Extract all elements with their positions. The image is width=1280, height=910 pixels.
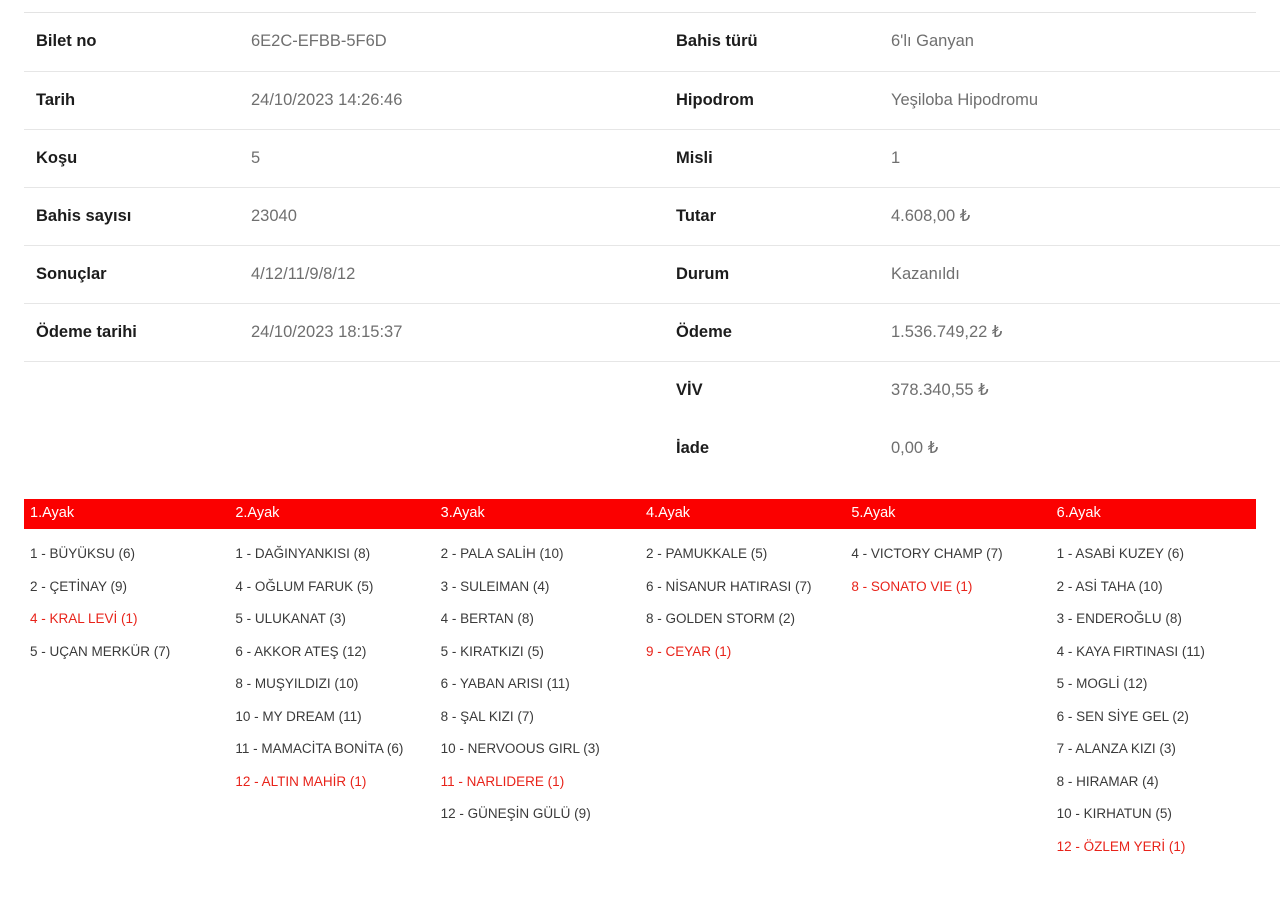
runner-item[interactable]: 9 - CEYAR (1) [645, 643, 732, 659]
detail-left-value: 6E2C-EFBB-5F6D [239, 13, 664, 71]
leg-column [1051, 499, 1256, 863]
runner-item[interactable]: 12 - ÖZLEM YERİ (1) [1056, 838, 1186, 854]
legs-section [24, 499, 1256, 863]
leg-header: 5.Ayak [845, 499, 1050, 529]
runner-item[interactable]: 4 - OĞLUM FARUK (5) [235, 578, 374, 594]
runner-item[interactable]: 11 - NARLIDERE (1) [440, 773, 565, 789]
detail-left-value [239, 361, 664, 419]
detail-right-value: Yeşiloba Hipodromu [879, 71, 1280, 129]
ticket-detail-page [0, 12, 1280, 863]
runner-item[interactable]: 10 - MY DREAM (11) [235, 708, 362, 724]
runner-item[interactable]: 2 - PAMUKKALE (5) [645, 546, 768, 561]
runner-item[interactable]: 10 - NERVOOUS GIRL (3) [440, 741, 600, 756]
runner-item[interactable]: 1 - DAĞINYANKISI (8) [235, 546, 371, 561]
runner-item[interactable]: 5 - KIRATKIZI (5) [440, 643, 544, 659]
detail-right-label: Tutar [664, 187, 879, 245]
runner-item[interactable]: 1 - ASABİ KUZEY (6) [1056, 546, 1184, 561]
detail-left-label [24, 419, 239, 477]
detail-left-value: 5 [239, 129, 664, 187]
runner-item[interactable]: 1 - BÜYÜKSU (6) [30, 546, 136, 561]
detail-left-label [24, 361, 239, 419]
runner-item[interactable]: 12 - GÜNEŞİN GÜLÜ (9) [440, 806, 591, 821]
detail-left-value: 4/12/11/9/8/12 [239, 245, 664, 303]
detail-row [24, 129, 1280, 187]
leg-runner-list [435, 529, 640, 831]
detail-row [24, 361, 1280, 419]
leg-runner-list [1051, 529, 1256, 863]
runner-item[interactable]: 5 - ULUKANAT (3) [235, 611, 346, 626]
detail-right-label: İade [676, 438, 710, 457]
runner-item[interactable]: 6 - AKKOR ATEŞ (12) [235, 643, 367, 659]
leg-column [24, 499, 229, 863]
leg-runner-list [24, 529, 229, 668]
detail-right-value: 6'lı Ganyan [879, 13, 1280, 71]
runner-item[interactable]: 2 - ÇETİNAY (9) [30, 578, 128, 594]
detail-row [24, 245, 1280, 303]
detail-row [24, 303, 1280, 361]
detail-right-label: Hipodrom [664, 71, 879, 129]
detail-right-value: 378.340,55 ₺ [891, 381, 989, 400]
detail-left-value: 24/10/2023 14:26:46 [239, 71, 664, 129]
detail-right-label: Bahis türü [664, 13, 879, 71]
detail-left-label: Koşu [24, 129, 239, 187]
detail-left-label: Bahis sayısı [24, 187, 239, 245]
runner-item[interactable]: 6 - NİSANUR HATIRASI (7) [645, 578, 812, 594]
leg-header: 4.Ayak [640, 499, 845, 529]
leg-runner-list [229, 529, 434, 798]
runner-item[interactable]: 2 - ASİ TAHA (10) [1056, 578, 1163, 594]
runner-item[interactable]: 6 - SEN SİYE GEL (2) [1056, 708, 1189, 724]
detail-right-value: 1 [879, 129, 1280, 187]
detail-left-label: Bilet no [24, 13, 239, 71]
detail-right-value: 0,00 ₺ [891, 439, 939, 457]
detail-left-value: 23040 [239, 187, 664, 245]
leg-column [640, 499, 845, 863]
runner-item[interactable]: 3 - SULEIMAN (4) [440, 578, 550, 594]
runner-item[interactable]: 5 - MOGLİ (12) [1056, 676, 1148, 691]
runner-item[interactable]: 11 - MAMACİTA BONİTA (6) [235, 741, 404, 756]
leg-runner-list [640, 529, 845, 668]
detail-left-label: Sonuçlar [24, 245, 239, 303]
runner-item[interactable]: 7 - ALANZA KIZI (3) [1056, 741, 1176, 756]
runner-item[interactable]: 8 - MUŞYILDIZI (10) [235, 676, 359, 691]
runner-item[interactable]: 8 - ŞAL KIZI (7) [440, 708, 534, 724]
runner-item[interactable]: 8 - HIRAMAR (4) [1056, 773, 1159, 789]
detail-right-label: Ödeme [664, 303, 879, 361]
detail-left-label: Tarih [24, 71, 239, 129]
detail-row [24, 187, 1280, 245]
detail-right-label: Misli [664, 129, 879, 187]
leg-runner-list [845, 529, 1050, 603]
ticket-details-body [24, 13, 1280, 477]
detail-left-value: 24/10/2023 18:15:37 [239, 303, 664, 361]
runner-item[interactable]: 12 - ALTIN MAHİR (1) [235, 773, 367, 789]
leg-header: 1.Ayak [24, 499, 229, 529]
leg-column [435, 499, 640, 863]
runner-item[interactable]: 8 - SONATO VIE (1) [851, 578, 973, 594]
runner-item[interactable]: 2 - PALA SALİH (10) [440, 546, 564, 561]
detail-row [24, 71, 1280, 129]
runner-item[interactable]: 4 - BERTAN (8) [440, 611, 534, 626]
detail-left-label: Ödeme tarihi [24, 303, 239, 361]
runner-item[interactable]: 4 - KAYA FIRTINASI (11) [1056, 643, 1205, 659]
leg-column [229, 499, 434, 863]
runner-item[interactable]: 6 - YABAN ARISI (11) [440, 676, 570, 691]
detail-right-value: 4.608,00 ₺ [879, 187, 1280, 245]
runner-item[interactable]: 8 - GOLDEN STORM (2) [645, 611, 796, 626]
ticket-details-table [24, 13, 1280, 477]
detail-right-label: VİV [676, 380, 703, 399]
runner-item[interactable]: 10 - KIRHATUN (5) [1056, 806, 1172, 821]
detail-right-label: Durum [664, 245, 879, 303]
runner-item[interactable]: 3 - ENDEROĞLU (8) [1056, 611, 1182, 626]
runner-item[interactable]: 4 - VICTORY CHAMP (7) [851, 546, 1003, 561]
detail-right-value: Kazanıldı [879, 245, 1280, 303]
leg-column [845, 499, 1050, 863]
runner-item[interactable]: 5 - UÇAN MERKÜR (7) [30, 643, 171, 659]
leg-header: 6.Ayak [1051, 499, 1256, 529]
detail-row [24, 419, 1280, 477]
detail-row [24, 13, 1280, 71]
leg-header: 2.Ayak [229, 499, 434, 529]
runner-item[interactable]: 4 - KRAL LEVİ (1) [30, 611, 138, 626]
detail-right-value: 1.536.749,22 ₺ [879, 303, 1280, 361]
detail-left-value [239, 419, 664, 477]
leg-header: 3.Ayak [435, 499, 640, 529]
